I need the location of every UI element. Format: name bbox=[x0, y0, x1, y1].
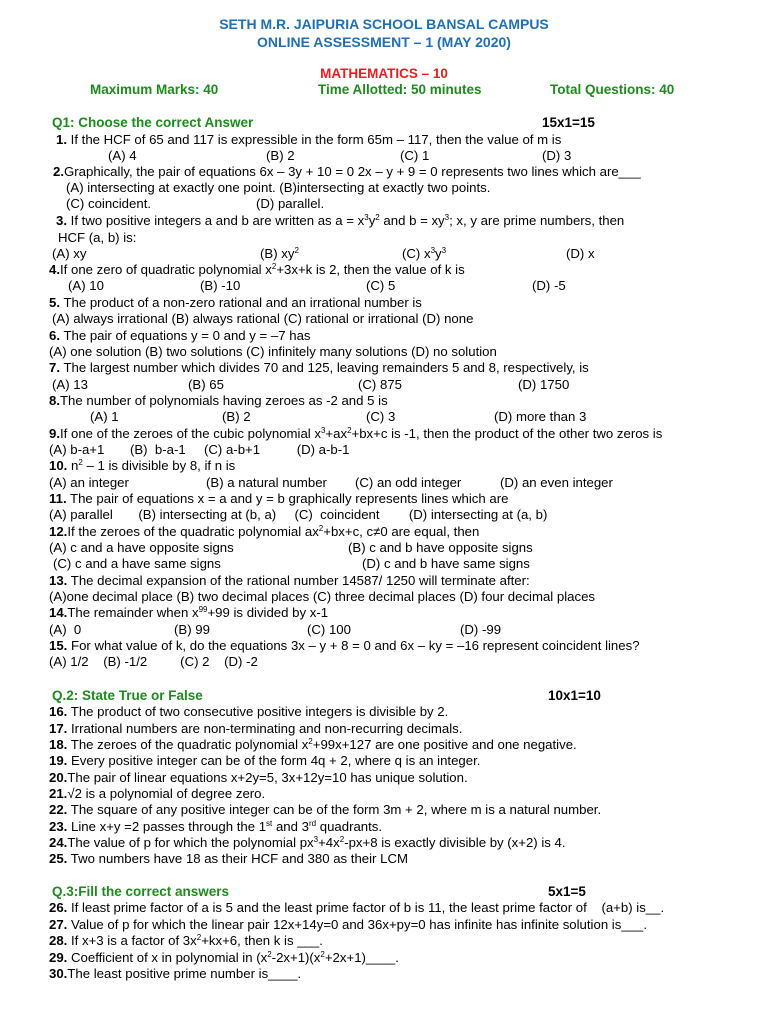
question-text: If the zeroes of the quadratic polynomial ax bbox=[67, 524, 319, 539]
question-text: -px+8 is exactly divisible by (x+2) is 4. bbox=[344, 835, 566, 850]
option-b bbox=[260, 246, 299, 262]
superscript: 3 bbox=[430, 246, 436, 255]
question-number: 10. bbox=[49, 458, 68, 473]
question-text: The product of two consecutive positive integers is divisible by 2. bbox=[70, 704, 449, 719]
options: (A)one decimal place (B) two decimal places (C) three decimal places (D) four decimal places bbox=[49, 589, 596, 604]
question-18 bbox=[49, 737, 577, 753]
superscript: 2 bbox=[271, 262, 277, 271]
question-text: and b = xy bbox=[379, 213, 445, 228]
question-number: 15. bbox=[49, 638, 68, 653]
section-2-heading bbox=[52, 688, 692, 704]
question-text: +99 is divided by x-1 bbox=[207, 605, 329, 620]
superscript: 2 bbox=[196, 933, 202, 942]
question-text: +3x+k is 2, then the value of k is bbox=[276, 262, 465, 277]
question-number: 7. bbox=[49, 360, 60, 375]
option-c: (C) 875 bbox=[358, 377, 402, 392]
question-14 bbox=[49, 605, 328, 621]
question-number: 8. bbox=[49, 393, 60, 408]
superscript: 3 bbox=[444, 213, 450, 222]
question-text: Graphically, the pair of equations 6x – 3y + 10 = 0 2x – y + 9 = 0 represents two lines which are___ bbox=[64, 164, 641, 179]
section-1-heading bbox=[52, 115, 692, 131]
question-22 bbox=[49, 802, 601, 818]
question-number: 22. bbox=[49, 802, 68, 817]
section-title: Q.3:Fill the correct answers bbox=[52, 884, 230, 899]
superscript: 2 bbox=[339, 835, 345, 844]
question-text: For what value of k, do the equations 3x – y + 8 = 0 and 6x – ky = –16 represent coincident lines? bbox=[71, 638, 640, 653]
question-text: The pair of equations x = a and y = b graphically represents lines which are bbox=[70, 491, 509, 506]
question-25 bbox=[49, 851, 408, 867]
option-d: (D) -5 bbox=[532, 278, 566, 293]
question-text: Line x+y =2 passes through the 1 bbox=[71, 819, 267, 834]
option-b: (B) 2 bbox=[266, 148, 295, 163]
option-d: (D) -99 bbox=[460, 622, 502, 637]
question-number: 3. bbox=[56, 213, 67, 228]
superscript: 2 bbox=[294, 246, 299, 255]
question-text: Coefficient of x in polynomial in (x bbox=[71, 950, 268, 965]
option-d: (D) parallel. bbox=[256, 196, 325, 211]
option-c: (C) 1 bbox=[400, 148, 430, 163]
section-3-heading bbox=[52, 884, 692, 900]
option-a: (A) 10 bbox=[68, 278, 104, 293]
question-text: The largest number which divides 70 and 125, leaving remainders 5 and 8, respectively, is bbox=[63, 360, 589, 375]
question-number: 4. bbox=[49, 262, 60, 277]
option-d: (D) c and b have same signs bbox=[362, 556, 530, 571]
option-c: (C) an odd integer bbox=[355, 475, 462, 490]
superscript: 2 bbox=[347, 426, 352, 435]
option-b: (B) 65 bbox=[188, 377, 224, 392]
question-6 bbox=[49, 328, 311, 344]
question-text: If the HCF of 65 and 117 is expressible in the form 65m – 117, then the value of m is bbox=[70, 132, 562, 147]
question-10 bbox=[49, 458, 235, 474]
options: (A) b-a+1 (B) b-a-1 (C) a-b+1 (D) a-b-1 bbox=[49, 442, 350, 457]
question-text: Two numbers have 18 as their HCF and 380 as their LCM bbox=[70, 851, 408, 866]
question-text: +2x+1)____. bbox=[324, 950, 399, 965]
question-text: The pair of equations y = 0 and y = –7 has bbox=[63, 328, 311, 343]
question-number: 6. bbox=[49, 328, 60, 343]
question-number: 29. bbox=[49, 950, 68, 965]
question-number: 5. bbox=[49, 295, 60, 310]
option-d: (D) x bbox=[566, 246, 595, 261]
question-text: n bbox=[71, 458, 79, 473]
question-23 bbox=[49, 819, 382, 835]
question-number: 12. bbox=[49, 524, 68, 539]
question-text: The remainder when x bbox=[67, 605, 199, 620]
question-text: √2 is a polynomial of degree zero. bbox=[67, 786, 266, 801]
question-text: The number of polynomials having zeroes as -2 and 5 is bbox=[60, 393, 388, 408]
superscript: 2 bbox=[320, 950, 325, 959]
option-d: (D) 1750 bbox=[518, 377, 570, 392]
question-24 bbox=[49, 835, 566, 851]
option-b: (B) c and b have opposite signs bbox=[348, 540, 533, 555]
question-13 bbox=[49, 573, 530, 589]
question-number: 26. bbox=[49, 900, 68, 915]
question-text: +bx+c, c≠0 are equal, then bbox=[323, 524, 480, 539]
question-text: quadrants. bbox=[316, 819, 383, 834]
option-a: (A) 0 bbox=[49, 622, 82, 637]
options-a-b: (A) intersecting at exactly one point. (B)intersecting at exactly two points. bbox=[66, 180, 491, 195]
question-text: -2x+1)(x bbox=[271, 950, 321, 965]
question-text: – 1 is divisible by 8, if n is bbox=[82, 458, 236, 473]
option-c: (C) 100 bbox=[307, 622, 351, 637]
question-text: Value of p for which the linear pair 12x+14y=0 and 36x+py=0 has infinite has infinite solution is___. bbox=[71, 917, 648, 932]
question-7 bbox=[49, 360, 589, 376]
maximum-marks: Maximum Marks: 40 bbox=[90, 82, 219, 97]
question-29 bbox=[49, 950, 399, 966]
section-title: Q1: Choose the correct Answer bbox=[52, 115, 254, 130]
question-text: and 3 bbox=[272, 819, 309, 834]
question-number: 20. bbox=[49, 770, 68, 785]
question-text: ; x, y are prime numbers, then bbox=[449, 213, 625, 228]
question-text: If one of the zeroes of the cubic polynomial x bbox=[60, 426, 321, 441]
section-marks: 15x1=15 bbox=[542, 115, 595, 130]
question-text: If least prime factor of a is 5 and the least prime factor of b is 11, the least prime factor of (a+b) is__. bbox=[71, 900, 665, 915]
option-c: (C) 5 bbox=[366, 278, 396, 293]
question-28 bbox=[49, 933, 323, 949]
question-text: If x+3 is a factor of 3x bbox=[71, 933, 197, 948]
options: (A) parallel (B) intersecting at (b, a) (C) coincident (D) intersecting at (a, b) bbox=[49, 507, 548, 522]
superscript: 2 bbox=[78, 458, 83, 467]
question-30 bbox=[49, 966, 301, 982]
options: (A) 1/2 (B) -1/2 (C) 2 (D) -2 bbox=[49, 654, 258, 669]
option-d: (D) an even integer bbox=[500, 475, 613, 490]
total-questions: Total Questions: 40 bbox=[550, 82, 675, 97]
question-text: If two positive integers a and b are written as a = x bbox=[70, 213, 365, 228]
options: (A) always irrational (B) always rational (C) rational or irrational (D) none bbox=[52, 311, 474, 326]
superscript: 2 bbox=[318, 524, 324, 533]
superscript: 2 bbox=[267, 950, 272, 959]
question-number: 25. bbox=[49, 851, 68, 866]
superscript: 3 bbox=[441, 246, 447, 255]
superscript: st bbox=[266, 819, 273, 828]
superscript: 2 bbox=[375, 213, 380, 222]
superscript: rd bbox=[308, 819, 317, 828]
question-number: 24. bbox=[49, 835, 68, 850]
question-number: 9. bbox=[49, 426, 60, 441]
question-number: 19. bbox=[49, 753, 68, 768]
school-name: SETH M.R. JAIPURIA SCHOOL BANSAL CAMPUS bbox=[219, 16, 549, 32]
superscript: 99 bbox=[198, 605, 208, 614]
option-d: (D) more than 3 bbox=[494, 409, 587, 424]
question-1 bbox=[56, 132, 561, 148]
option-text: y bbox=[435, 246, 442, 261]
time-allotted: Time Allotted: 50 minutes bbox=[318, 82, 482, 97]
question-3 bbox=[56, 213, 624, 229]
question-text: +ax bbox=[325, 426, 348, 441]
question-text: The square of any positive integer can be of the form 3m + 2, where m is a natural number. bbox=[70, 802, 602, 817]
option-d: (D) 3 bbox=[542, 148, 572, 163]
option-a: (A) c and a have opposite signs bbox=[49, 540, 234, 555]
question-number: 27. bbox=[49, 917, 68, 932]
question-text: The least positive prime number is____. bbox=[67, 966, 302, 981]
question-text: +99x+127 are one positive and one negative. bbox=[312, 737, 577, 752]
question-text: Every positive integer can be of the form 4q + 2, where q is an integer. bbox=[71, 753, 481, 768]
superscript: 3 bbox=[313, 835, 319, 844]
question-number: 28. bbox=[49, 933, 68, 948]
question-27 bbox=[49, 917, 647, 933]
question-number: 16. bbox=[49, 704, 68, 719]
question-number: 21. bbox=[49, 786, 68, 801]
superscript: 3 bbox=[364, 213, 369, 222]
option-c bbox=[402, 246, 446, 262]
section-marks: 10x1=10 bbox=[548, 688, 601, 703]
question-text: Irrational numbers are non-terminating and non-recurring decimals. bbox=[71, 721, 463, 736]
question-5 bbox=[49, 295, 422, 311]
question-text: If one zero of quadratic polynomial x bbox=[60, 262, 272, 277]
option-a: (A) an integer bbox=[49, 475, 129, 490]
question-number: 11. bbox=[49, 491, 67, 506]
options: (A) one solution (B) two solutions (C) infinitely many solutions (D) no solution bbox=[49, 344, 497, 359]
question-3-line-2: HCF (a, b) is: bbox=[58, 230, 137, 245]
subject-title: MATHEMATICS – 10 bbox=[320, 66, 448, 81]
question-19 bbox=[49, 753, 480, 769]
question-text: The product of a non-zero rational and an irrational number is bbox=[63, 295, 422, 310]
question-21 bbox=[49, 786, 265, 802]
option-b: (B) 99 bbox=[174, 622, 210, 637]
option-a: (A) 4 bbox=[108, 148, 137, 163]
question-16 bbox=[49, 704, 448, 720]
question-text: +4x bbox=[318, 835, 340, 850]
option-text: (B) xy bbox=[260, 246, 295, 261]
question-9 bbox=[49, 426, 662, 442]
question-text: y bbox=[368, 213, 376, 228]
question-number: 2. bbox=[53, 164, 64, 179]
question-12 bbox=[49, 524, 479, 540]
question-26 bbox=[49, 900, 664, 916]
question-number: 13. bbox=[49, 573, 68, 588]
question-text: The value of p for which the polynomial px bbox=[67, 835, 314, 850]
question-text: +bx+c is -1, then the product of the other two zeros is bbox=[351, 426, 663, 441]
question-text: +kx+6, then k is ___. bbox=[201, 933, 323, 948]
question-8 bbox=[49, 393, 388, 409]
question-text: The zeroes of the quadratic polynomial x bbox=[70, 737, 309, 752]
question-number: 17. bbox=[49, 721, 68, 736]
question-4 bbox=[49, 262, 465, 278]
question-17 bbox=[49, 721, 462, 737]
option-text: (C) x bbox=[402, 246, 431, 261]
question-number: 14. bbox=[49, 605, 68, 620]
question-number: 30. bbox=[49, 966, 68, 981]
question-number: 1. bbox=[56, 132, 67, 147]
question-text: The pair of linear equations x+2y=5, 3x+12y=10 has unique solution. bbox=[67, 770, 468, 785]
option-c: (C) 3 bbox=[366, 409, 396, 424]
section-marks: 5x1=5 bbox=[548, 884, 586, 899]
question-11 bbox=[49, 491, 508, 507]
option-c: (C) c and a have same signs bbox=[53, 556, 221, 571]
question-text: The decimal expansion of the rational number 14587/ 1250 will terminate after: bbox=[70, 573, 530, 588]
option-b: (B) a natural number bbox=[206, 475, 327, 490]
option-c: (C) coincident. bbox=[66, 196, 152, 211]
question-20 bbox=[49, 770, 468, 786]
section-title: Q.2: State True or False bbox=[52, 688, 203, 703]
superscript: 3 bbox=[320, 426, 326, 435]
option-a: (A) 13 bbox=[52, 377, 88, 392]
question-number: 18. bbox=[49, 737, 68, 752]
superscript: 2 bbox=[308, 737, 313, 746]
assessment-title: ONLINE ASSESSMENT – 1 (MAY 2020) bbox=[257, 34, 511, 50]
option-b: (B) 2 bbox=[222, 409, 251, 424]
question-2 bbox=[53, 164, 641, 180]
option-a: (A) xy bbox=[52, 246, 87, 261]
question-15 bbox=[49, 638, 640, 654]
question-number: 23. bbox=[49, 819, 68, 834]
option-a: (A) 1 bbox=[90, 409, 119, 424]
option-b: (B) -10 bbox=[200, 278, 241, 293]
